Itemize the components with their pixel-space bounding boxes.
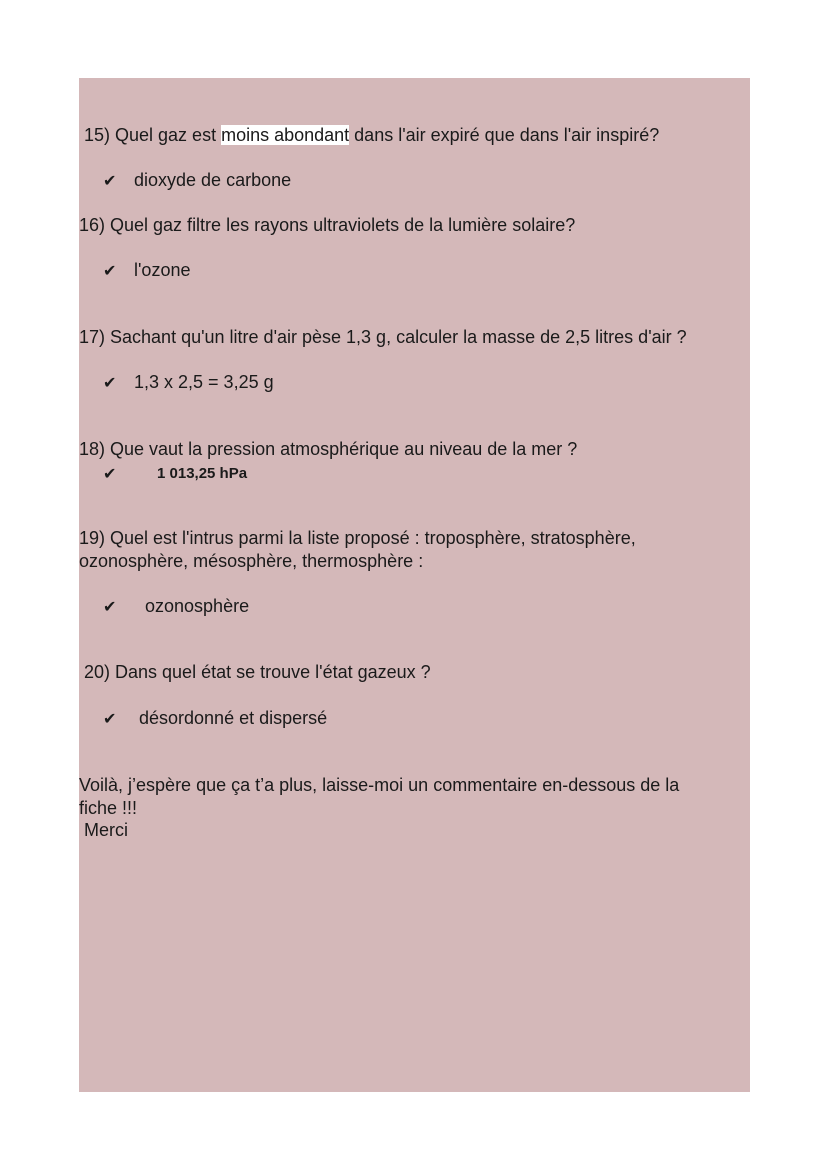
question-16: 16) Quel gaz filtre les rayons ultraviolets de la lumière solaire? <box>79 215 576 235</box>
answer-15: dioxyde de carbone <box>134 170 292 190</box>
checkmark-icon: ✔ <box>103 711 117 728</box>
closing-line-2: fiche !!! <box>79 798 138 818</box>
closing-line-1: Voilà, j’espère que ça t’a plus, laisse-moi un commentaire en-dessous de la <box>79 775 680 795</box>
checkmark-icon: ✔ <box>103 263 117 280</box>
question-19-line-2: ozonosphère, mésosphère, thermosphère : <box>79 551 424 571</box>
question-19-line-1: 19) Quel est l'intrus parmi la liste proposé : troposphère, stratosphère, <box>79 528 636 548</box>
checkmark-icon: ✔ <box>103 375 117 392</box>
question-20: 20) Dans quel état se trouve l'état gazeux ? <box>84 662 431 682</box>
answer-18: 1 013,25 hPa <box>157 465 248 482</box>
question-18: 18) Que vaut la pression atmosphérique au niveau de la mer ? <box>79 439 578 459</box>
answer-20: désordonné et dispersé <box>139 708 328 728</box>
checkmark-icon: ✔ <box>103 599 117 616</box>
checkmark-icon: ✔ <box>103 466 117 483</box>
answer-16: l'ozone <box>134 260 191 280</box>
answer-17: 1,3 x 2,5 = 3,25 g <box>134 372 274 392</box>
answer-19: ozonosphère <box>145 596 250 616</box>
question-17: 17) Sachant qu'un litre d'air pèse 1,3 g, calculer la masse de 2,5 litres d'air ? <box>79 327 687 347</box>
question-15-text-end: dans l'air expiré que dans l'air inspiré? <box>349 125 660 145</box>
question-15 <box>84 124 659 147</box>
checkmark-icon: ✔ <box>103 173 117 190</box>
question-15-highlight: moins abondant <box>221 125 350 145</box>
closing-thanks: Merci <box>84 820 128 840</box>
question-15-text-start: 15) Quel gaz est <box>84 125 222 145</box>
